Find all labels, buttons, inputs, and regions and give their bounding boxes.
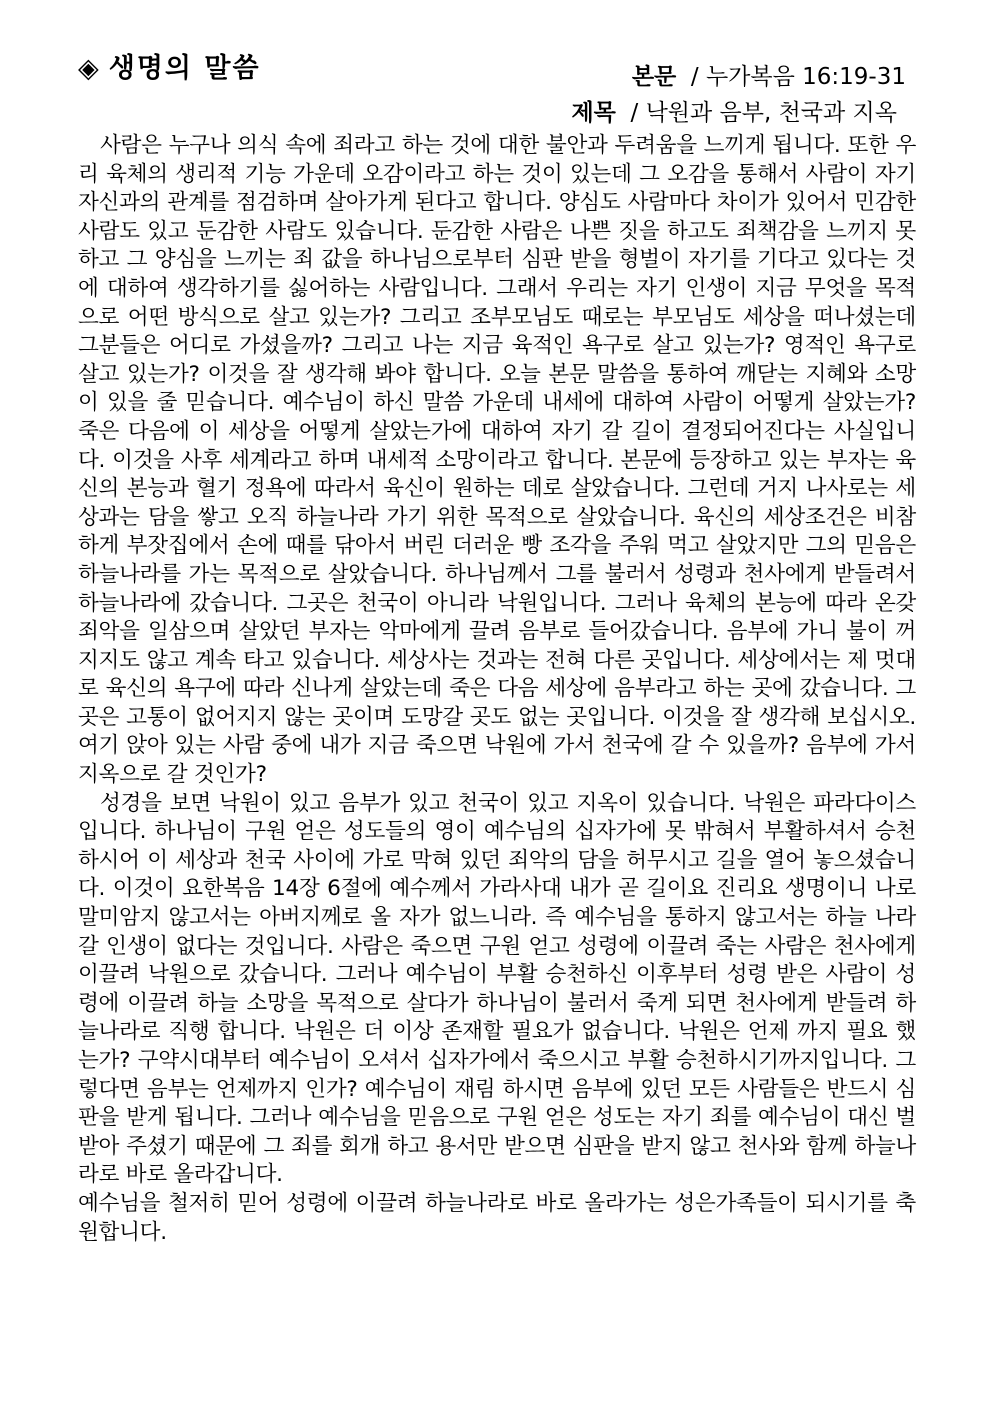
page-heading [78,46,261,85]
title-text: 낙원과 음부, 천국과 지옥 [645,100,897,126]
body-paragraph-2: 성경을 보면 낙원이 있고 음부가 있고 천국이 있고 지옥이 있습니다. 낙원은 파라다이스입니다. 하나님이 구원 얻은 성도들의 영이 예수님의 십자가에 못 밖혀서 부활하셔서 승천하시어 이 세상과 천국 사이에 가로 막혀 있던 죄악의 담을 허무시고 길을 열어 놓으셨습니다. 이것이 요한복음 14장 6절에 예수께서 가라사대 내가 곧 길이요 진리요 생명이니 나로 말미암지 않고서는 아버지께로 올 자가 없느니라. 즉 예수님을 통하지 않고서는 하늘 나라갈 인생이 없다는 것입니다. 사람은 죽으면 구원 얻고 성령에 이끌려 죽는 사람은 천사에게 이끌려 낙원으로 갔습니다. 그러나 예수님이 부활 승천하신 이후부터 성령 받은 사람이 성령에 이끌려 하늘 소망을 목적으로 살다가 하나님이 불러서 죽게 되면 천사에게 받들려 하늘나라로 직행 합니다. 낙원은 더 이상 존재할 필요가 없습니다. 낙원은 언제 까지 필요 했는가? 구약시대부터 예수님이 오셔서 십자가에서 죽으시고 부활 승천하시기까지입니다. 그렇다면 음부는 언제까지 인가? 예수님이 재림 하시면 음부에 있던 모든 사람들은 반드시 심판을 받게 됩니다. 그러나 예수님을 믿음으로 구원 얻은 성도는 자기 죄를 예수님이 대신 벌 받아 주셨기 때문에 그 죄를 회개 하고 용서만 받으면 심판을 받지 않고 천사와 함께 하늘나라로 바로 올라갑니다. [78,790,916,1188]
scripture-ref-text: 누가복음 16:19-31 [705,64,906,90]
scripture-label: 본문 [631,64,677,90]
heading-text: 생명의 말씀 [108,53,261,84]
scripture-separator: / [690,64,699,90]
diamond-bullet-icon: ◈ [78,53,101,84]
scripture-reference [632,58,906,91]
sermon-title [571,94,897,127]
title-separator: / [630,100,639,126]
sermon-body [78,132,916,1247]
title-label: 제목 [571,100,616,126]
body-paragraph-3: 예수님을 철저히 믿어 성령에 이끌려 하늘나라로 바로 올라가는 성은가족들이 되시기를 축원합니다. [78,1190,916,1245]
body-paragraph-1: 사람은 누구나 의식 속에 죄라고 하는 것에 대한 불안과 두려움을 느끼게 됩니다. 또한 우리 육체의 생리적 기능 가운데 오감이라고 하는 것이 있는데 그 오감을 통해서 사람이 자기 자신과의 관계를 점검하며 살아가게 된다고 합니다. 양심도 사람마다 차이가 있어서 민감한 사람도 있고 둔감한 사람도 있습니다. 둔감한 사람은 나쁜 짓을 하고도 죄책감을 느끼지 못하고 그 양심을 느끼는 죄 값을 하나님으로부터 심판 받을 형벌이 자기를 기다고 있다는 것에 대하여 생각하기를 싫어하는 사람입니다. 그래서 우리는 자기 인생이 지금 무엇을 목적으로 어떤 방식으로 살고 있는가? 그리고 조부모님도 때로는 부모님도 세상을 떠나셨는데 그분들은 어디로 가셨을까? 그리고 나는 지금 육적인 욕구로 살고 있는가? 영적인 욕구로 살고 있는가? 이것을 잘 생각해 봐야 합니다. 오늘 본문 말씀을 통하여 깨닫는 지혜와 소망이 있을 줄 믿습니다. 예수님이 하신 말씀 가운데 내세에 대하여 사람이 어떻게 살았는가? 죽은 다음에 이 세상을 어떻게 살았는가에 대하여 자기 갈 길이 결정되어진다는 사실입니다. 이것을 사후 세계라고 하며 내세적 소망이라고 합니다. 본문에 등장하고 있는 부자는 육신의 본능과 혈기 정욕에 따라서 육신이 원하는 데로 살았습니다. 그런데 거지 나사로는 세상과는 담을 쌓고 오직 하늘나라 가기 위한 목적으로 살았습니다. 육신의 세상조건은 비참하게 부잣집에서 손에 때를 닦아서 버린 더러운 빵 조각을 주워 먹고 살았지만 그의 믿음은 하늘나라를 가는 목적으로 살았습니다. 하나님께서 그를 불러서 성령과 천사에게 받들려서 하늘나라에 갔습니다. 그곳은 천국이 아니라 낙원입니다. 그러나 육체의 본능에 따라 온갖 죄악을 일삼으며 살았던 부자는 악마에게 끌려 음부로 들어갔습니다. 음부에 가니 불이 꺼지지도 않고 계속 타고 있습니다. 세상사는 것과는 전혀 다른 곳입니다. 세상에서는 제 멋대로 육신의 욕구에 따라 신나게 살았는데 죽은 다음 세상에 음부라고 하는 곳에 갔습니다. 그곳은 고통이 없어지지 않는 곳이며 도망갈 곳도 없는 곳입니다. 이것을 잘 생각해 보십시오. 여기 앉아 있는 사람 중에 내가 지금 죽으면 낙원에 가서 천국에 갈 수 있을까? 음부에 가서 지옥으로 갈 것인가? [78,133,916,788]
